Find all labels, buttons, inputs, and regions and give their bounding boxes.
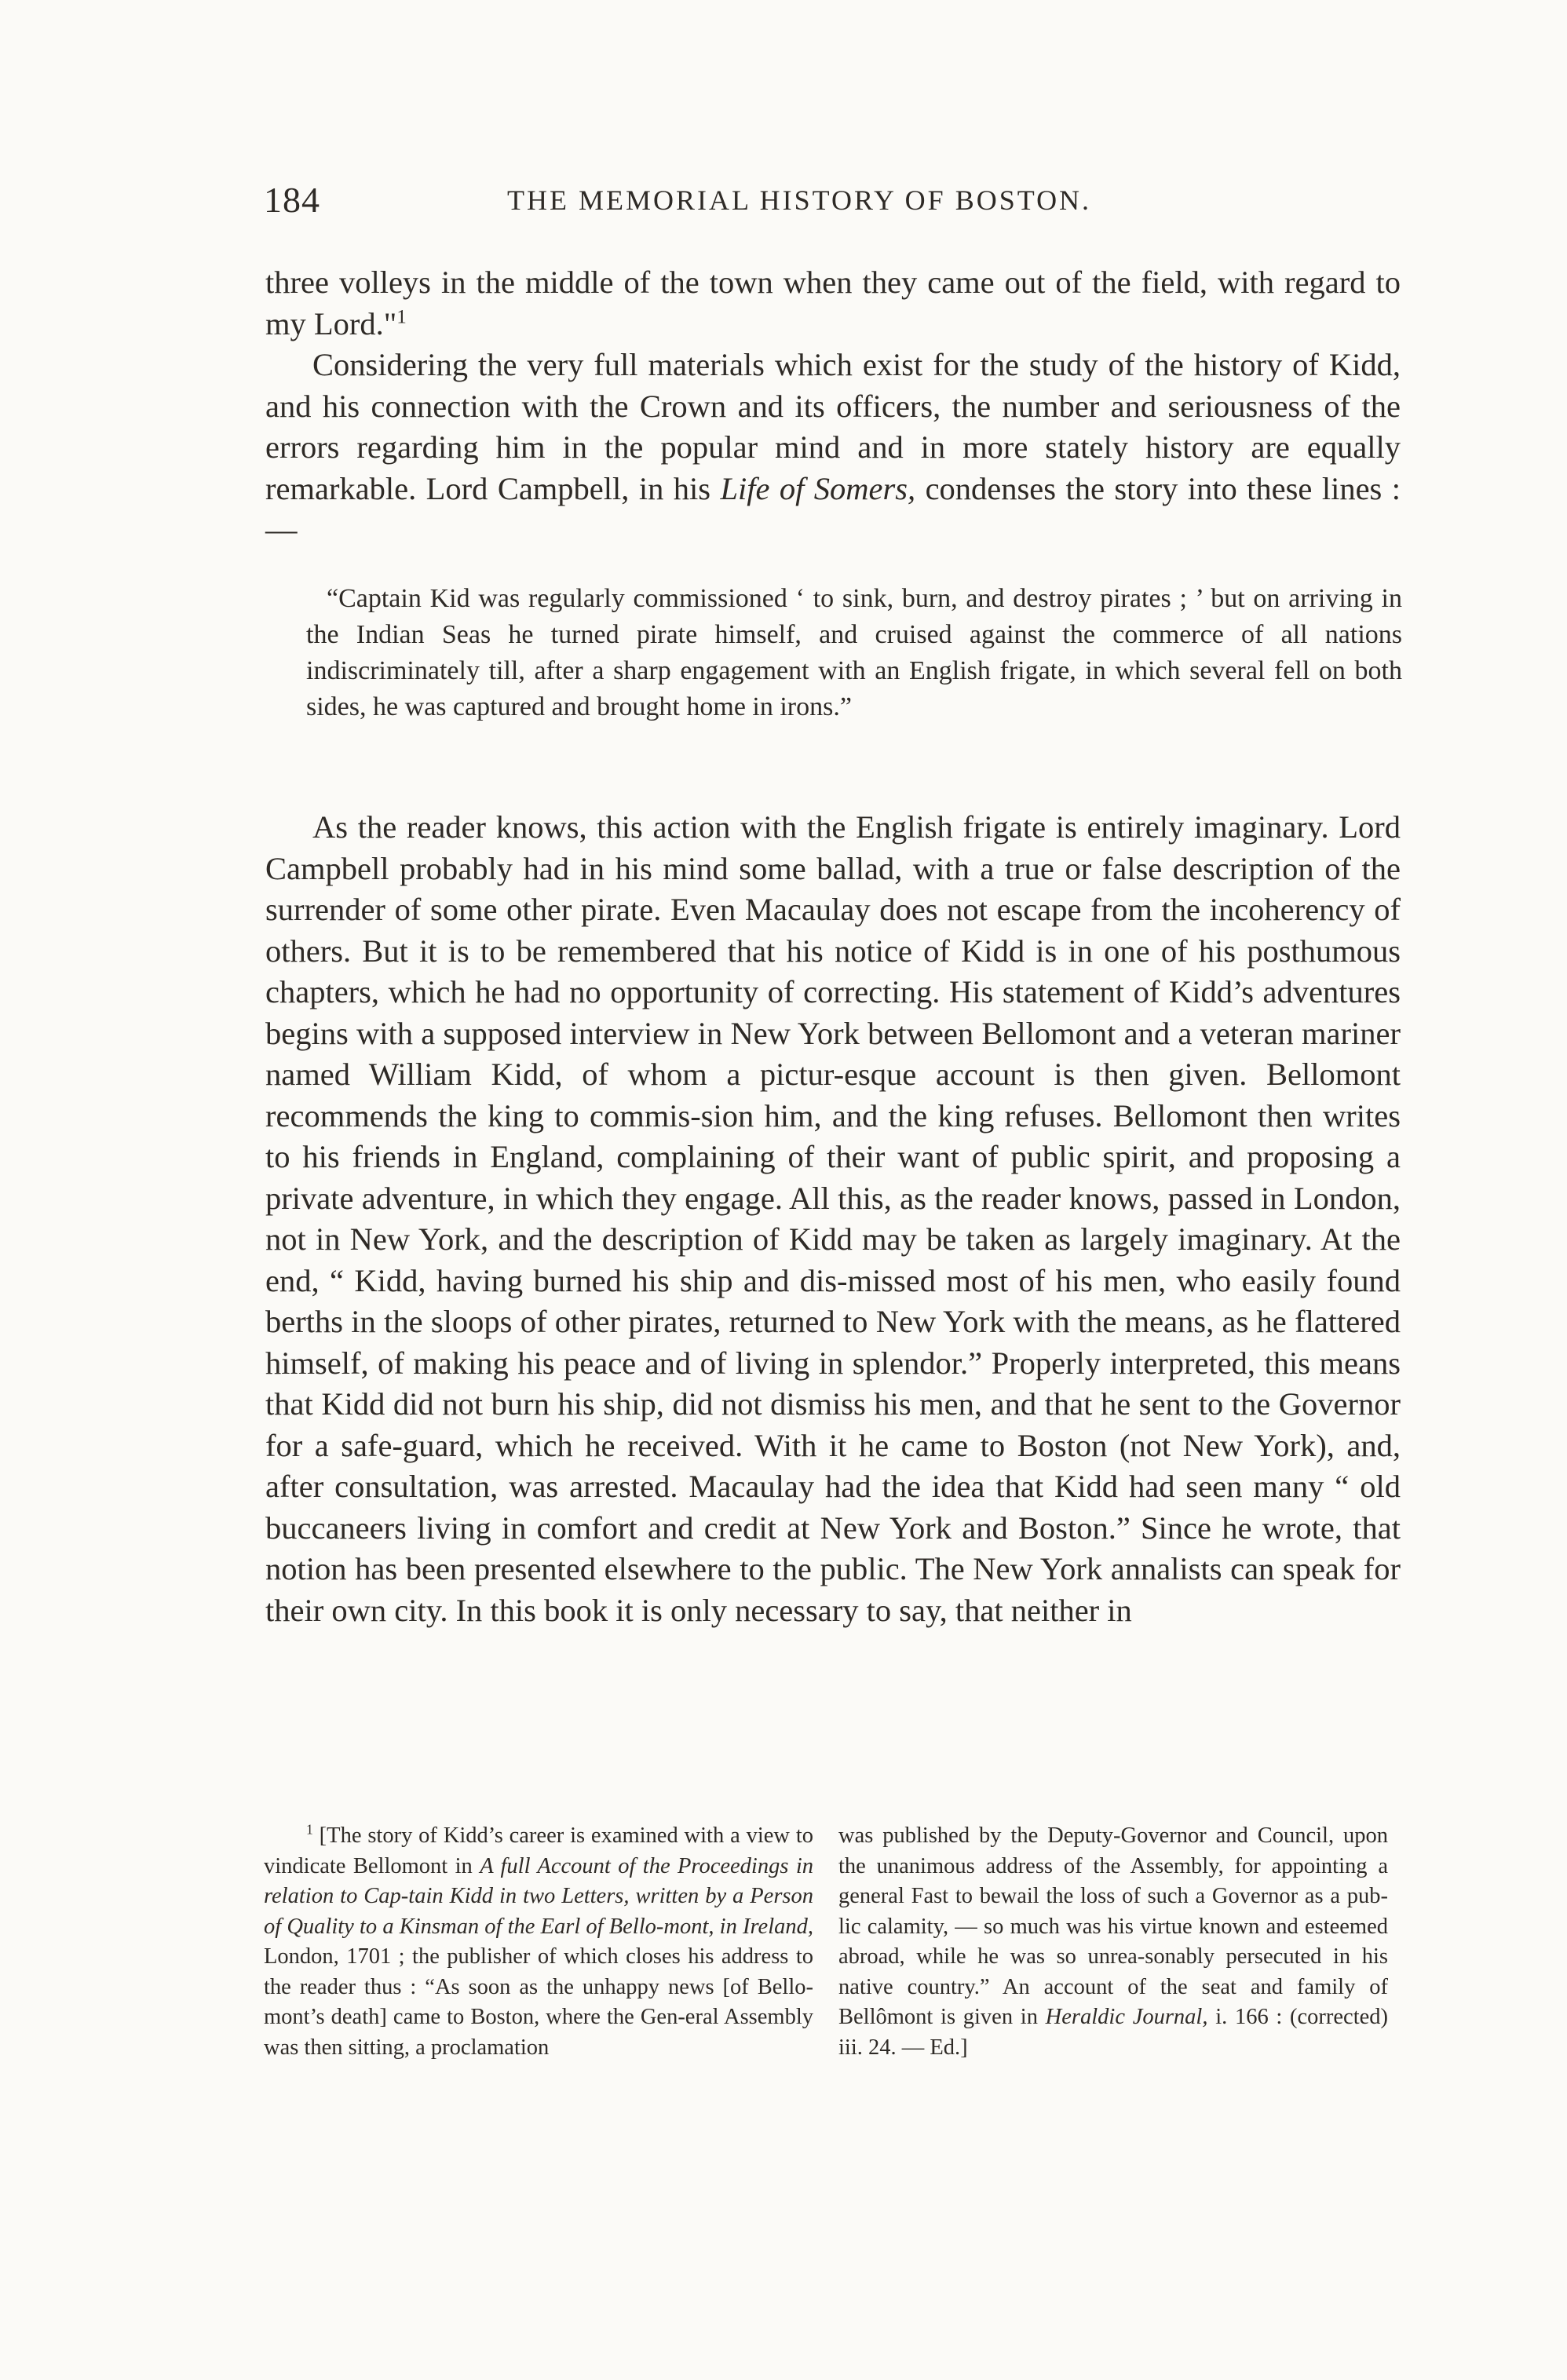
running-head	[264, 174, 1410, 229]
footnote-text-right	[838, 1821, 1388, 2063]
footnote-right-text-a: was published by the Deputy-Governor and Council, upon the unanimous address of the Assembly, for appointing a general Fast to bewail the loss of such a Governor as a pub-lic calamity, — so much was his virtue known and esteemed abroad, while he was so unrea-sonably persecuted in his native country.” An account of the seat and family of Bellômont is given in	[838, 1823, 1388, 2029]
paragraph-2-text-a: Considering the very full materials which exist for the study of the history of Kidd, and his connection with the Crown and its officers, the number and seriousness of the errors regarding him in the popular mind and in more stately history are equally remarkable. Lord Campbell, in his	[265, 347, 1401, 506]
footnote-reference: 1	[396, 306, 407, 327]
block-quote	[306, 581, 1402, 725]
paragraph-1	[265, 262, 1401, 345]
paragraph-3: As the reader knows, this action with the English frigate is entirely imaginary. Lord Campbell probably had in his mind some ballad, with a true or false description of the surrender of some other pirate. Even Macaulay does not escape from the incoherency of others. But it is to be remembered that his notice of Kidd is in one of his posthumous chapters, which he had no opportunity of correcting. His statement of Kidd’s adventures begins with a supposed interview in New York between Bellomont and a veteran mariner named William Kidd, of whom a pictur-esque account is then given. Bellomont recommends the king to commis-sion him, and the king refuses. Bellomont then writes to his friends in England, complaining of their want of public spirit, and proposing a private adventure, in which they engage. All this, as the reader knows, passed in London, not in New York, and the description of Kidd may be taken as largely imaginary. At the end, “ Kidd, having burned his ship and dis-missed most of his men, who easily found berths in the sloops of other pirates, returned to New York with the means, as he flattered himself, of making his peace and of living in splendor.” Properly interpreted, this means that Kidd did not burn his ship, did not dismiss his men, and that he sent to the Governor for a safe-guard, which he received. With it he came to Boston (not New York), and, after consultation, was arrested. Macaulay had the idea that Kidd had seen many “ old buccaneers living in comfort and credit at New York and Boston.” Since he wrote, that notion has been presented elsewhere to the public. The New York annalists can speak for their own city. In this book it is only necessary to say, that neither in	[265, 809, 1401, 1628]
paragraph-2	[265, 345, 1401, 551]
page-number: 184	[264, 180, 320, 220]
footnote-left-text-b: London, 1701 ; the publisher of which closes his address to the reader thus : “As soon as the unhappy news [of Bello-mont’s death] came to Boston, where the Gen-eral Assembly was then sitting, a proclamation	[264, 1944, 813, 2060]
footnote-book-title: A full Account of the Proceedings in relation to Cap-tain Kidd in two Letters, written by a Person of Quality to a Kinsman of the Earl of Bello-mont, in Ireland,	[264, 1853, 813, 1939]
body-text-top	[265, 262, 1401, 551]
footnote-journal-title: Heraldic Journal,	[1045, 2005, 1208, 2029]
book-title-life-of-somers: Life of Somers,	[720, 470, 916, 506]
footnote-right-text-b: i. 166 : (corrected) iii. 24. — Ed.]	[838, 2005, 1389, 2060]
footnote-column-right	[838, 1821, 1388, 2063]
running-title: THE MEMORIAL HISTORY OF BOSTON.	[507, 184, 1092, 216]
footnotes	[264, 1821, 1402, 2151]
footnote-text-left	[264, 1821, 813, 2063]
footnote-column-left	[264, 1821, 813, 2063]
body-text-main	[265, 807, 1401, 1631]
footnote-left-text-a: [The story of Kidd’s career is examined with a view to vindicate Bellomont in	[264, 1823, 813, 1878]
paragraph-2-text-b: condenses the story into these lines : —	[265, 470, 1401, 547]
paragraph-1-text: three volleys in the middle of the town when they came out of the field, with regard to my Lord."	[265, 265, 1401, 341]
footnote-mark: 1	[306, 1821, 313, 1838]
quote-text: “Captain Kid was regularly commissioned ‘ to sink, burn, and destroy pirates ; ’ but on arriving in the Indian Seas he turned pirate himself, and cruised against the commerce of all nations indiscriminately till, after a sharp engagement with an English frigate, in which several fell on both sides, he was captured and brought home in irons.”	[306, 584, 1402, 721]
